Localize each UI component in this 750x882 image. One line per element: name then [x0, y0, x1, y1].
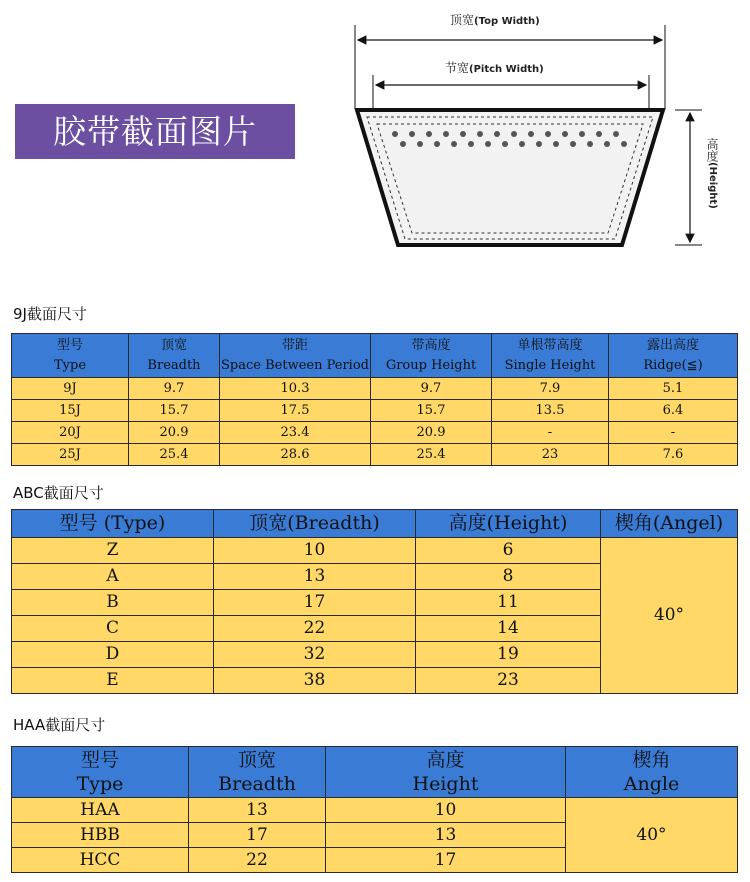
header-type: 型号 Type [12, 334, 129, 378]
cell-type: E [12, 668, 214, 694]
cell-ridge: 6.4 [609, 400, 738, 422]
cell-group-height: 9.7 [371, 378, 492, 400]
cell-height: 19 [416, 642, 601, 668]
cell-breadth: 17 [214, 590, 416, 616]
cell-type: B [12, 590, 214, 616]
table-row [12, 538, 738, 564]
cell-height: 10 [326, 798, 566, 823]
cell-type: HBB [12, 823, 189, 848]
pitch-width-label: 节宽(Pitch Width) [445, 61, 544, 75]
cell-breadth: 32 [214, 642, 416, 668]
cell-type: HCC [12, 848, 189, 873]
section-title-abc: ABC截面尺寸 [13, 484, 104, 502]
cell-height: 6 [416, 538, 601, 564]
cell-breadth: 25.4 [129, 444, 220, 466]
header-single-height: 单根带高度 Single Height [492, 334, 609, 378]
cell-group-height: 20.9 [371, 422, 492, 444]
cell-single-height: - [492, 422, 609, 444]
cell-single-height: 7.9 [492, 378, 609, 400]
cell-height: 11 [416, 590, 601, 616]
cell-type: 15J [12, 400, 129, 422]
cell-type: 25J [12, 444, 129, 466]
cell-single-height: 23 [492, 444, 609, 466]
cell-type: D [12, 642, 214, 668]
header-breadth: 顶宽(Breadth) [214, 510, 416, 538]
cell-height: 8 [416, 564, 601, 590]
cell-space: 28.6 [220, 444, 371, 466]
cell-space: 17.5 [220, 400, 371, 422]
table-abc [11, 509, 738, 694]
table-haa [11, 746, 738, 873]
section-banner: 胶带截面图片 [15, 104, 295, 159]
section-title-9j: 9J截面尺寸 [13, 305, 87, 323]
cell-breadth: 38 [214, 668, 416, 694]
header-breadth: 顶宽 Breadth [129, 334, 220, 378]
cell-group-height: 25.4 [371, 444, 492, 466]
table-row [12, 400, 738, 422]
header-space-between-period: 带距 Space Between Period [220, 334, 371, 378]
header-type: 型号 Type [12, 747, 189, 798]
cell-group-height: 15.7 [371, 400, 492, 422]
cell-breadth: 13 [189, 798, 326, 823]
belt-cross-section-diagram [340, 0, 730, 260]
header-group-height: 带高度 Group Height [371, 334, 492, 378]
table-header-row [12, 510, 738, 538]
cell-height: 13 [326, 823, 566, 848]
cell-ridge: - [609, 422, 738, 444]
cell-angle: 40° [566, 798, 738, 873]
cell-height: 14 [416, 616, 601, 642]
cell-breadth: 15.7 [129, 400, 220, 422]
cell-breadth: 17 [189, 823, 326, 848]
header-angle: 楔角 Angle [566, 747, 738, 798]
header-angle: 楔角(Angel) [601, 510, 738, 538]
cell-ridge: 7.6 [609, 444, 738, 466]
header-type: 型号 (Type) [12, 510, 214, 538]
cell-type: A [12, 564, 214, 590]
cell-breadth: 13 [214, 564, 416, 590]
cell-type: HAA [12, 798, 189, 823]
height-label: 高度(Height) [705, 138, 719, 209]
top-width-label: 顶宽(Top Width) [450, 13, 540, 27]
cell-ridge: 5.1 [609, 378, 738, 400]
cell-type: Z [12, 538, 214, 564]
cell-height: 23 [416, 668, 601, 694]
header-height: 高度(Height) [416, 510, 601, 538]
cell-breadth: 9.7 [129, 378, 220, 400]
table-header-row [12, 747, 738, 798]
table-header-row [12, 334, 738, 378]
table-row [12, 798, 738, 823]
header-height: 高度 Height [326, 747, 566, 798]
cell-space: 10.3 [220, 378, 371, 400]
table-row [12, 422, 738, 444]
belt-cross-section-svg [340, 0, 730, 260]
cell-space: 23.4 [220, 422, 371, 444]
cell-height: 17 [326, 848, 566, 873]
header-ridge: 露出高度 Ridge(≦) [609, 334, 738, 378]
cell-type: 9J [12, 378, 129, 400]
section-title-haa: HAA截面尺寸 [13, 716, 106, 734]
cell-type: C [12, 616, 214, 642]
table-9j [11, 333, 738, 466]
header-breadth: 顶宽 Breadth [189, 747, 326, 798]
cell-breadth: 10 [214, 538, 416, 564]
table-row [12, 444, 738, 466]
cell-single-height: 13.5 [492, 400, 609, 422]
cell-type: 20J [12, 422, 129, 444]
cell-breadth: 22 [189, 848, 326, 873]
table-row [12, 378, 738, 400]
cell-angle: 40° [601, 538, 738, 694]
cell-breadth: 22 [214, 616, 416, 642]
cell-breadth: 20.9 [129, 422, 220, 444]
